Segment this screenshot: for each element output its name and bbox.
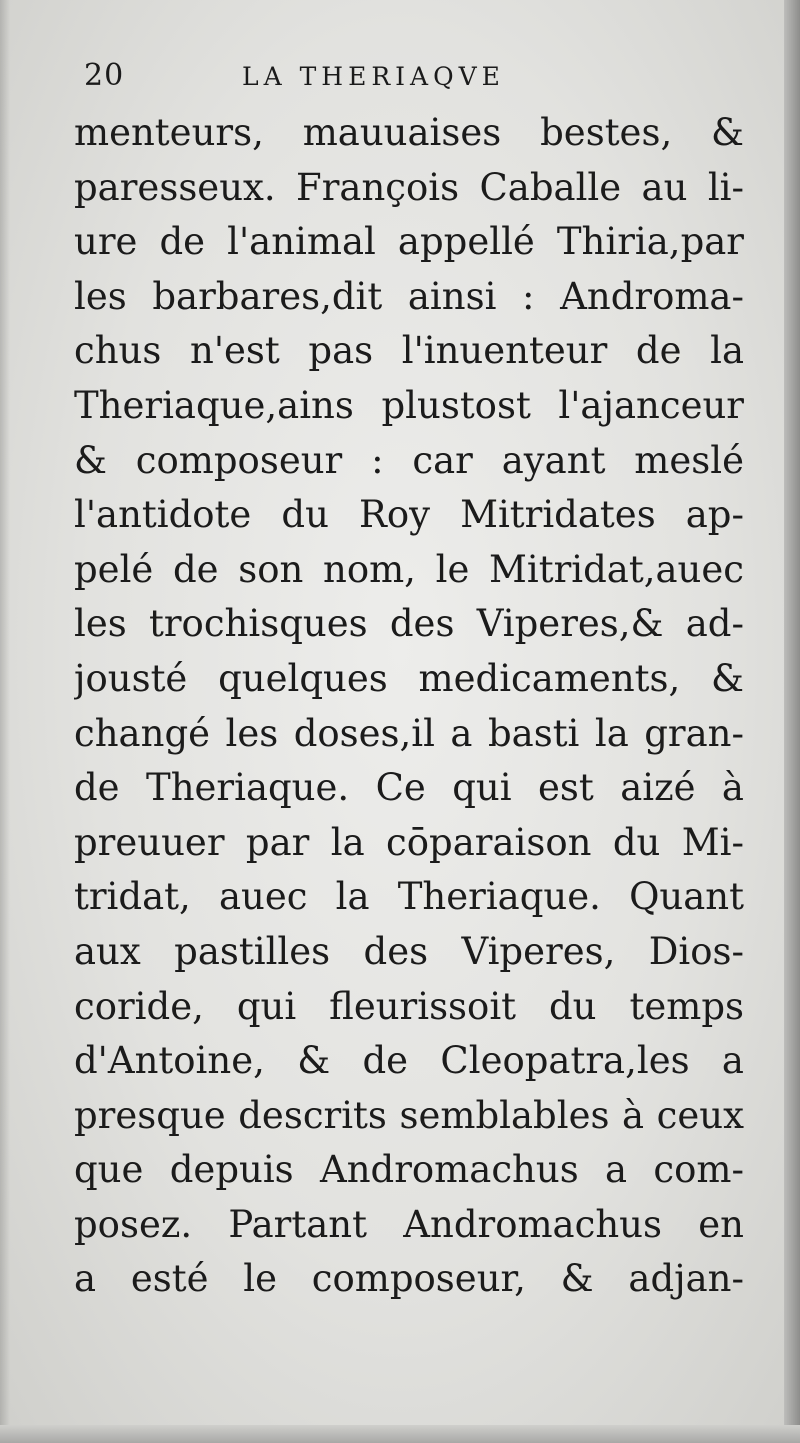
page-header [84,58,744,98]
text-line: que depuis Andromachus a com- [74,1148,744,1192]
page-right-edge [784,0,800,1443]
text-line: aux pastilles des Viperes, Dios- [74,929,744,973]
page-left-edge [0,0,10,1443]
text-line: jousté quelques medicaments, & [74,656,744,700]
text-line: pelé de son nom, le Mitridat,auec [74,547,744,591]
text-line: & composeur : car ayant meslé [74,438,744,482]
text-line: a esté le composeur, & adjan- [74,1257,744,1301]
text-line: presque descrits semblables à ceux [74,1093,744,1137]
text-line: l'antidote du Roy Mitridates ap- [74,493,744,537]
text-line: ure de l'animal appellé Thiria,par [74,220,744,264]
text-line: paresseux. François Caballe au li- [74,165,744,209]
text-line: les trochisques des Viperes,& ad- [74,602,744,646]
text-line: posez. Partant Andromachus en [74,1202,744,1246]
page-number: 20 [84,58,125,93]
text-line: menteurs, mauuaises bestes, & [74,111,744,154]
body-text [74,106,744,1307]
text-line: changé les doses,il a basti la gran- [74,711,744,755]
text-line: les barbares,dit ainsi : Androma- [74,274,744,318]
running-head: LA THERIAQVE [242,62,505,91]
text-line: chus n'est pas l'inuenteur de la [74,329,744,373]
text-line: preuuer par la cōparaison du Mi- [74,820,744,864]
text-line: d'Antoine, & de Cleopatra,les a [74,1039,744,1083]
text-line: coride, qui fleurissoit du temps [74,984,744,1028]
text-line: tridat, auec la Theriaque. Quant [74,875,744,919]
page-bottom-edge [0,1425,800,1443]
text-line: Theriaque,ains plustost l'ajanceur [74,383,744,427]
text-line: de Theriaque. Ce qui est aizé à [74,766,744,810]
